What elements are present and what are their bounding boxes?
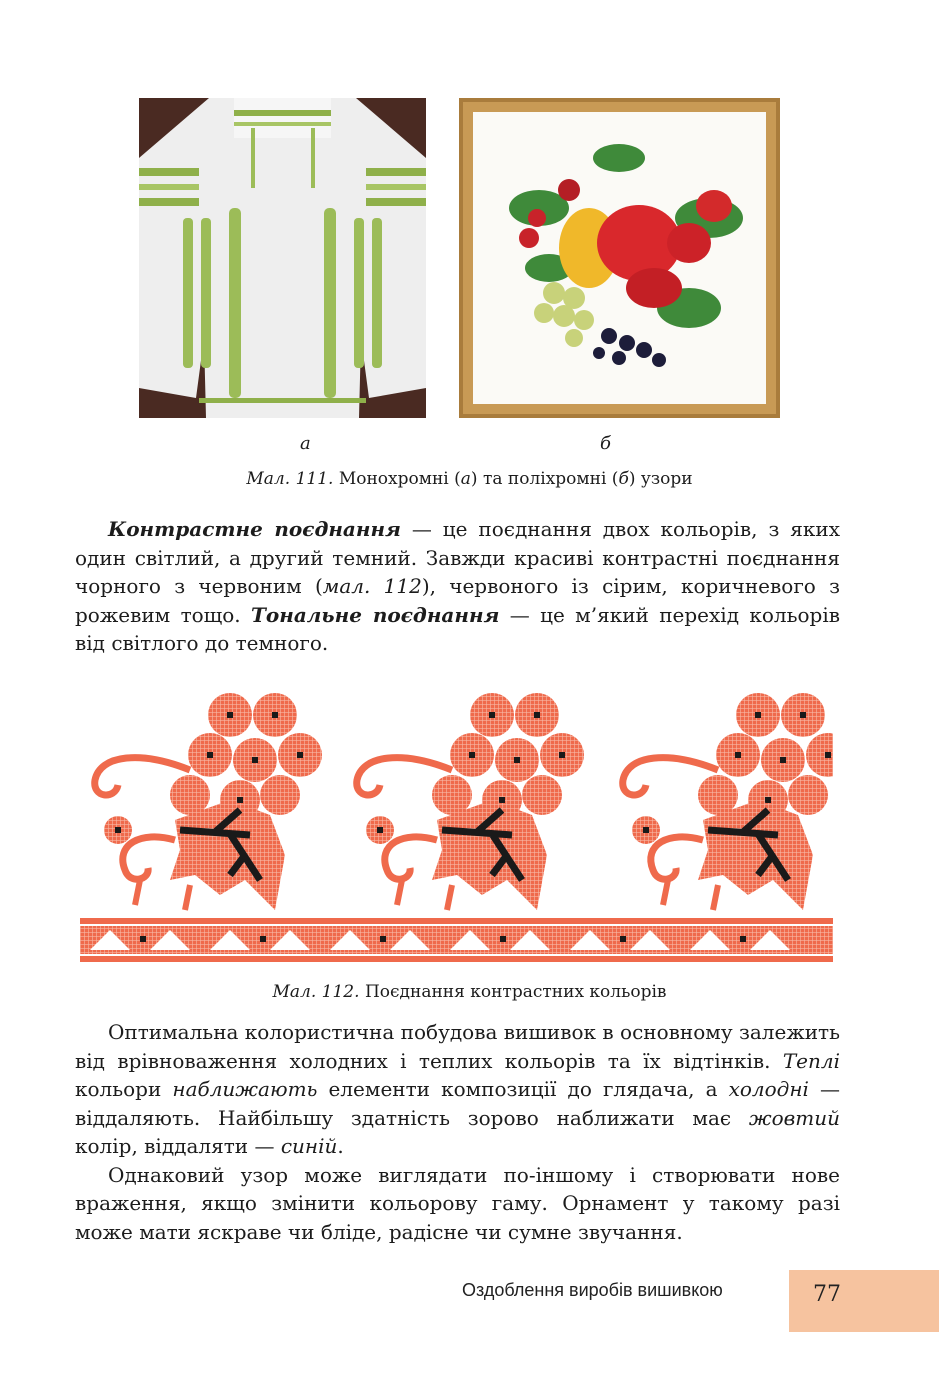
paragraph-2-text-4: — віддаляють. Найбільшу здатність зорово наближати має bbox=[75, 1077, 840, 1130]
paragraph-2-text-5: колір, віддаляти — bbox=[75, 1134, 281, 1158]
term-contrast: Контрастне поєднання bbox=[108, 517, 401, 541]
figure-111-caption-part2: ) та поліхромні ( bbox=[470, 469, 619, 489]
figure-111-caption-number: Мал. 111. bbox=[246, 469, 334, 489]
figure-111-caption-b: б bbox=[618, 469, 629, 489]
figure-111a-label: а bbox=[300, 433, 311, 454]
paragraph-color-scheme: Однаковий узор може виглядати по-іншому і створювати нове враження, якщо змінити кольорову гаму. Орнамент у такому разі може мати яскраве чи бліде, радісне чи сумне звучання. bbox=[75, 1162, 840, 1244]
figure-111-caption-part3: ) узори bbox=[628, 469, 693, 489]
figure-111b-fruit-embroidery bbox=[459, 98, 780, 418]
paragraph-contrast bbox=[75, 515, 840, 658]
fruit-embroidery-illustration bbox=[459, 98, 780, 418]
page-number-tab bbox=[789, 1270, 939, 1332]
figure-111-caption-a: а bbox=[460, 469, 471, 489]
paragraph-2-text-1: Оптимальна колористична побудова вишивок в основному залежить від врівноваження холодних і теплих кольорів та їх відтінків. bbox=[75, 1020, 841, 1073]
paragraph-coloristics bbox=[75, 1018, 840, 1246]
viburnum-pattern-illustration bbox=[80, 680, 833, 962]
figure-112-caption-text: Поєднання контрастних кольорів bbox=[364, 982, 667, 1002]
term-tonal: Тональне поєднання bbox=[251, 602, 500, 627]
figure-112-reference: мал. 112 bbox=[322, 574, 422, 598]
word-cold: холодні bbox=[728, 1077, 809, 1101]
paragraph-1-text-3: — це м’який перехід кольорів від світлого до темного. bbox=[75, 602, 840, 655]
word-warm: Теплі bbox=[782, 1048, 840, 1073]
paragraph-1-text-2: ), червоного із сірим, коричневого з рожевим тощо. bbox=[75, 574, 840, 627]
shirt-illustration bbox=[139, 98, 426, 418]
figure-111-caption bbox=[0, 469, 939, 489]
figure-112-embroidery-pattern bbox=[80, 680, 833, 962]
figure-112-caption-number: Мал. 112. bbox=[272, 982, 360, 1002]
paragraph-1-text-1: — це поєднання двох кольорів, з яких один світлий, а другий темний. Завжди красиві контрастні поєднання чорного з червоним ( bbox=[75, 517, 840, 598]
footer-section-title: Оздоблення виробів вишивкою bbox=[462, 1280, 723, 1300]
paragraph-2-text-2: кольори bbox=[75, 1077, 173, 1101]
figure-112-caption bbox=[0, 982, 939, 1002]
paragraph-2-text-6: . bbox=[337, 1134, 344, 1158]
word-blue: синій bbox=[280, 1134, 338, 1158]
figure-111a-shirt-photo bbox=[139, 98, 426, 418]
figure-111b-label: б bbox=[600, 433, 611, 454]
page-number: 77 bbox=[813, 1282, 841, 1307]
paragraph-2-text-3: елементи композиції до глядача, а bbox=[317, 1077, 729, 1101]
word-bring-closer: наближають bbox=[172, 1077, 318, 1101]
figure-111-caption-part1: Монохромні ( bbox=[338, 469, 461, 489]
word-yellow: жовтий bbox=[748, 1105, 840, 1130]
